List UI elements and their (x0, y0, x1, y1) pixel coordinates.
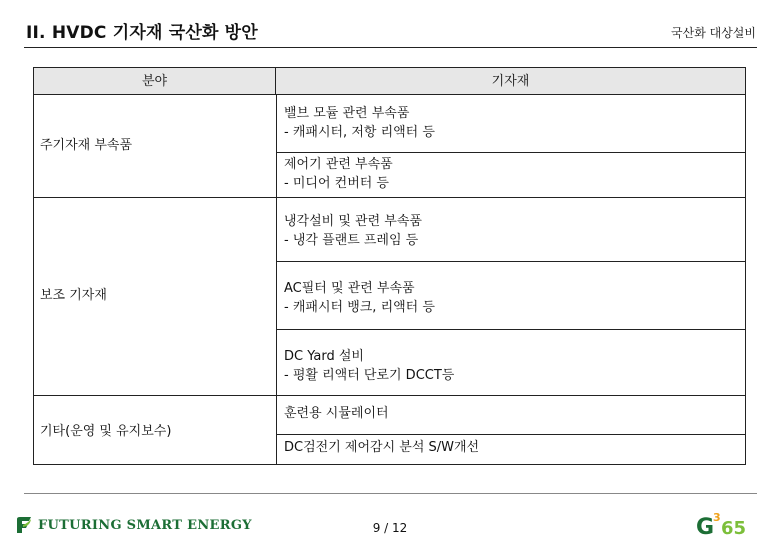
group-divider (34, 395, 745, 396)
g365-logo (694, 510, 762, 540)
footer-divider (24, 493, 757, 494)
item-title: DC검전기 제어감시 분석 S/W개선 (284, 440, 480, 455)
header-divider (24, 47, 757, 48)
column-divider (276, 94, 277, 464)
page-number: 9 / 12 (372, 521, 408, 535)
table-cell-item (284, 404, 389, 423)
row-divider (276, 434, 745, 435)
page-title: II. HVDC 기자재 국산화 방안 (26, 23, 258, 43)
item-title: 밸브 모듈 관련 부속품 (284, 106, 410, 121)
category-auxiliary: 보조 기자재 (40, 288, 107, 303)
table-cell-item (284, 438, 479, 457)
category-other: 기타(운영 및 유지보수) (40, 424, 172, 439)
item-detail: - 캐패시터, 저항 리액터 등 (284, 125, 435, 140)
item-title: AC필터 및 관련 부속품 (284, 281, 415, 296)
item-title: 냉각설비 및 관련 부속품 (284, 214, 422, 229)
item-title: 제어기 관련 부속품 (284, 157, 393, 172)
item-title: DC Yard 설비 (284, 349, 364, 364)
table-cell-item (284, 279, 435, 317)
row-divider (276, 329, 745, 330)
item-detail: - 캐패시터 뱅크, 리액터 등 (284, 300, 435, 315)
group-divider (34, 197, 745, 198)
table-cell-item (284, 104, 435, 142)
table-cell-item (284, 347, 454, 385)
item-detail: - 냉각 플랜트 프레임 등 (284, 233, 419, 248)
column-header-field: 분야 (34, 68, 276, 95)
category-main-parts: 주기자재 부속품 (40, 138, 133, 153)
table-cell-item (284, 155, 393, 193)
item-detail: - 평활 리액터 단로기 DCCT등 (284, 368, 455, 383)
section-subtitle: 국산화 대상설비 (671, 26, 756, 40)
equipment-table (33, 67, 746, 465)
table-cell-item (284, 212, 422, 250)
item-title: 훈련용 시뮬레이터 (284, 406, 389, 421)
item-detail: - 미디어 컨버터 등 (284, 176, 389, 191)
row-divider (276, 261, 745, 262)
logo-text: FUTURING SMART ENERGY (38, 517, 252, 533)
svg-text:65: 65 (721, 518, 747, 539)
svg-text:3: 3 (713, 511, 721, 524)
svg-text:G: G (696, 515, 715, 540)
column-header-equipment: 기자재 (276, 68, 745, 95)
row-divider (276, 152, 745, 153)
